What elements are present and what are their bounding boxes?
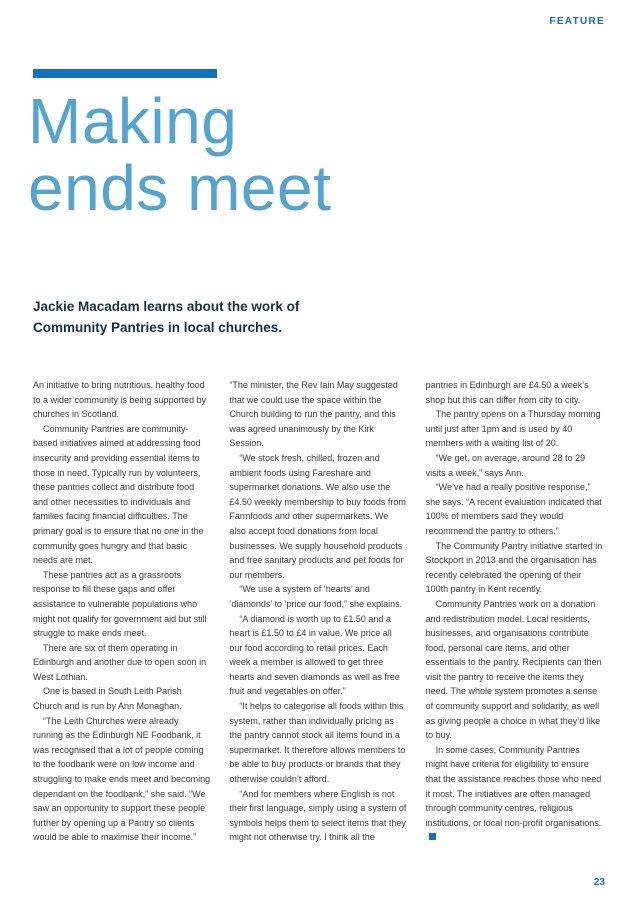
paragraph-text: In some cases, Community Pantries might have criteria for eligibility to ensure that the assistance reaches those who need it most. The initiatives are often managed through community centres, religious institutions, or local non-profit organisations. [425, 744, 602, 828]
paragraph: “We use a system of ‘hearts’ and ‘diamonds’ to ‘price our food,” she explains. [229, 584, 403, 609]
page-title-line2: ends meet [28, 152, 332, 224]
accent-bar [33, 69, 217, 78]
column-2 [229, 378, 406, 845]
standfirst: Jackie Macadam learns about the work of Community Pantries in local churches. [33, 299, 300, 335]
article-body [33, 378, 603, 845]
page-number: 23 [593, 877, 605, 888]
paragraph [426, 743, 603, 845]
paragraph: One is based in South Leith Parish Church and is run by Ann Monaghan. [33, 686, 182, 712]
paragraph: Community Pantries work on a donation and redistribution model. Local residents, businesses, and organisations contribute food, personal care items, and other essentials to the pantry. Recipients can then visit the pantry to receive the items they need. The whole system promotes a sense of community support and solidarity, as well as giving people a choice in what they’d like to buy. [425, 598, 602, 741]
paragraph: The pantry opens on a Thursday morning until just after 1pm and is used by 40 members with a waiting list of 20. [425, 409, 601, 449]
column-3 [426, 378, 603, 845]
page-title [28, 85, 332, 224]
paragraph: The Community Pantry initiative started in Stockport in 2013 and the organisation has recently celebrated the opening of their 100th pantry in Kent recently. [425, 540, 603, 595]
paragraph: “The minister, the Rev Iain May suggested that we could use the space within the Church building to run the pantry, and this was agreed unanimously by the Kirk Session. [229, 380, 398, 449]
feature-label: FEATURE [549, 16, 605, 27]
paragraph: “And for members where English is not their first language, simply using a system of symbols helps them to select items that they might not otherwise try. I think all the [229, 788, 407, 843]
paragraph: “We’ve had a really positive response,” she says. “A recent evaluation indicated that 100% of members said they would recommend the pantry to others.” [425, 482, 602, 536]
paragraph: “We stock fresh, chilled, frozen and ambient foods using Fareshare and supermarket donations. We also use the £4.50 weekly membership to buy foods from Farmfoods and other supermarkets. We also accept food donations from local businesses. We supply household products and free sanitary products and pet foods for our members. [229, 452, 406, 580]
paragraph: “A diamond is worth up to £1.50 and a heart is £1.50 to £4 in value. We price all our food according to retail prices. Each week a member is allowed to get three hearts and seven diamonds as well as free fruit and vegetables on offer.” [229, 613, 400, 697]
column-1 [33, 378, 210, 845]
paragraph: There are six of them operating in Edinburgh and another due to open soon in West Lothian. [33, 642, 207, 682]
paragraph: An initiative to bring nutritious, healthy food to a wider community is being supported by churches in Scotland. [33, 380, 207, 420]
paragraph: Community Pantries are community-based initiatives aimed at addressing food insecurity and providing essential items to those in need. Typically run by volunteers, these pantries collect and distribute food and other necessities to individuals and families facing financial difficulties. The primary goal is to ensure that no one in the community goes hungry and that basic needs are met. [33, 423, 204, 566]
paragraph: “The Leith Churches were already running as the Edinburgh NE Foodbank, it was recognised that a lot of people coming to the foodbank were on low income and struggling to make ends meet and becoming dependant on the foodbank,” she said. “We saw an opportunity to support these people further by opening up a Pantry so clients would be able to maximise their income.” [33, 715, 211, 843]
paragraph: “It helps to categorise all foods within this system, rather than individually pricing as the pantry cannot stock all items found in a supermarket. It therefore allows members to be able to buy products or brands that they otherwise couldn’t afford. [229, 701, 406, 785]
paragraph: These pantries act as a grassroots response to fill these gaps and offer assistance to vulnerable populations who might not qualify for government aid but still struggle to make ends meet. [33, 569, 207, 639]
end-mark-icon [429, 833, 436, 840]
paragraph: pantries in Edinburgh are £4.50 a week’s shop but this can differ from city to city. [425, 380, 589, 405]
paragraph: “We get, on average, around 28 to 29 visits a week,” says Ann. [425, 452, 586, 478]
page-title-line1: Making [28, 85, 238, 157]
